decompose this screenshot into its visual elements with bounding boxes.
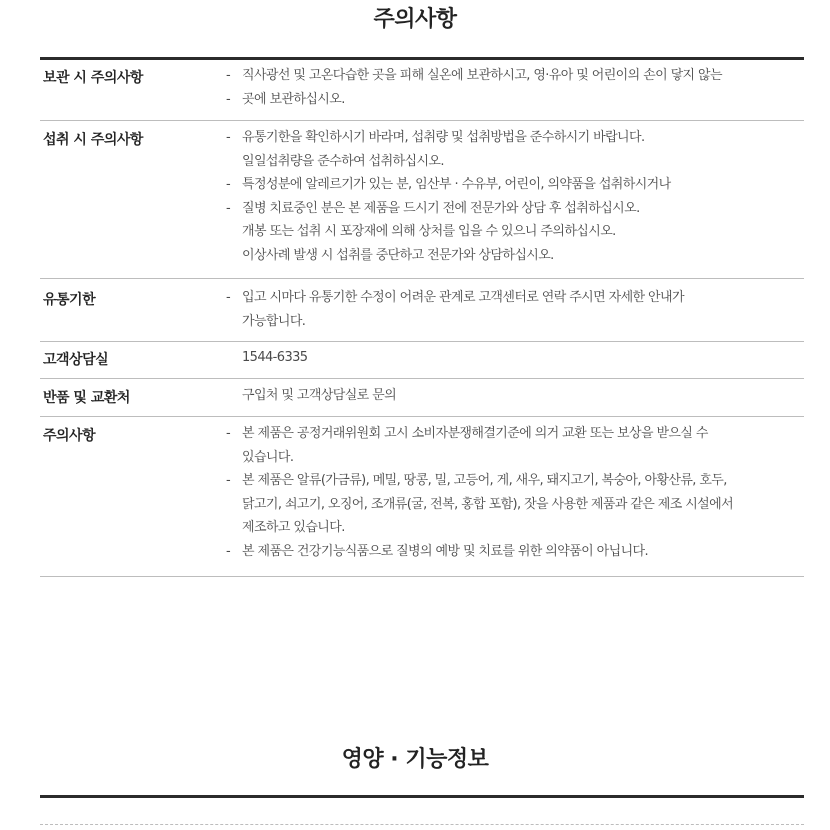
row-label-returns: 반품 및 교환처 bbox=[43, 390, 130, 406]
caution-table-bottom-rule bbox=[40, 576, 804, 577]
list-item: - 유통기한을 확인하시기 바라며, 섭취량 및 섭취방법을 준수하시기 바랍니다. bbox=[226, 130, 645, 145]
row-divider bbox=[40, 120, 804, 121]
list-item: 일일섭취량을 준수하여 섭취하십시오. bbox=[242, 153, 444, 169]
list-item: - 직사광선 및 고온다습한 곳을 피해 실온에 보관하시고, 영·유아 및 어린이의 손이 닿지 않는 bbox=[226, 68, 722, 83]
nutrition-section-title: 영양 · 기능정보 bbox=[341, 747, 489, 772]
list-item: 닭고기, 쇠고기, 오징어, 조개류(굴, 전복, 홍합 포함), 잣을 사용한 제품과 같은 제조 시설에서 bbox=[242, 496, 734, 512]
nutrition-table-top-rule bbox=[40, 795, 804, 798]
list-item: - 본 제품은 건강기능식품으로 질병의 예방 및 치료를 위한 의약품이 아닙니다. bbox=[226, 543, 649, 559]
caution-section-title: 주의사항 bbox=[373, 7, 457, 32]
row-label-notice: 주의사항 bbox=[43, 428, 96, 444]
list-item: 있습니다. bbox=[242, 449, 294, 465]
row-label-expiry: 유통기한 bbox=[43, 292, 96, 308]
list-item: - 본 제품은 공정거래위원회 고시 소비자분쟁해결기준에 의거 교환 또는 보상을 받으실 수 bbox=[226, 426, 708, 441]
list-item: 제조하고 있습니다. bbox=[242, 520, 345, 536]
row-divider bbox=[40, 416, 804, 417]
list-item: 구입처 및 고객상담실로 문의 bbox=[242, 388, 397, 403]
row-label-support: 고객상담실 bbox=[43, 352, 109, 368]
support-phone-number: 1544-6335 bbox=[242, 350, 308, 365]
list-item: 가능합니다. bbox=[242, 313, 306, 329]
list-item: 이상사례 발생 시 섭취를 중단하고 전문가와 상담하십시오. bbox=[242, 247, 554, 263]
row-divider bbox=[40, 278, 804, 279]
list-item: - 특정성분에 알레르기가 있는 분, 임산부 · 수유부, 어린이, 의약품을 섭취하시거나 bbox=[226, 177, 671, 193]
list-item: - 곳에 보관하십시오. bbox=[226, 91, 345, 107]
nutrition-table-dashed-rule bbox=[40, 824, 804, 825]
row-divider bbox=[40, 341, 804, 342]
list-item: - 질병 치료중인 분은 본 제품을 드시기 전에 전문가와 상담 후 섭취하십시오. bbox=[226, 200, 640, 216]
row-label-storage: 보관 시 주의사항 bbox=[43, 70, 143, 86]
caution-table-top-rule bbox=[40, 57, 804, 60]
list-item: - 입고 시마다 유통기한 수정이 어려운 관계로 고객센터로 연락 주시면 자세한 안내가 bbox=[226, 290, 684, 305]
row-label-intake: 섭취 시 주의사항 bbox=[43, 132, 143, 148]
row-divider bbox=[40, 378, 804, 379]
list-item: - 본 제품은 알류(가금류), 메밀, 땅콩, 밀, 고등어, 게, 새우, 돼지고기, 복숭아, 아황산류, 호두, bbox=[226, 473, 727, 489]
list-item: 개봉 또는 섭취 시 포장재에 의해 상처를 입을 수 있으니 주의하십시오. bbox=[242, 224, 616, 240]
